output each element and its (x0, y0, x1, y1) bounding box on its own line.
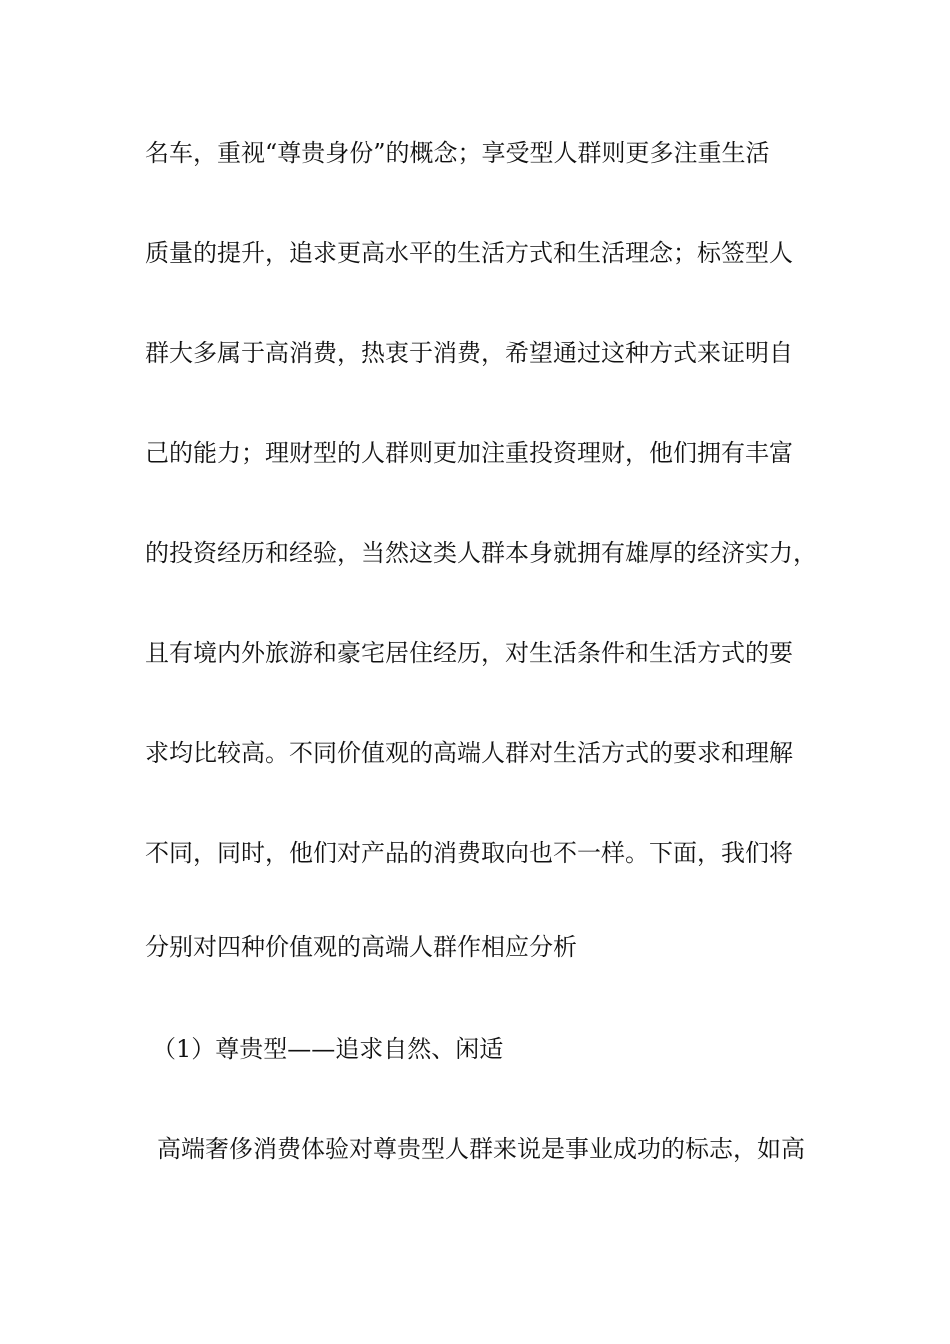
text-line: 不同，同时，他们对产品的消费取向也不一样。下面，我们将 (145, 839, 793, 867)
text-line: 的投资经历和经验，当然这类人群本身就拥有雄厚的经济实力， (145, 539, 817, 567)
paragraph-start-line: 高端奢侈消费体验对尊贵型人群来说是事业成功的标志，如高 (157, 1135, 805, 1163)
text-line: 分别对四种价值观的高端人群作相应分析 (145, 933, 577, 961)
text-line: 质量的提升，追求更高水平的生活方式和生活理念；标签型人 (145, 239, 793, 267)
text-line: 名车，重视“尊贵身份”的概念；享受型人群则更多注重生活 (145, 139, 770, 167)
text-line: 求均比较高。不同价值观的高端人群对生活方式的要求和理解 (145, 739, 793, 767)
text-line: 且有境内外旅游和豪宅居住经历，对生活条件和生活方式的要 (145, 639, 793, 667)
text-line: 己的能力；理财型的人群则更加注重投资理财，他们拥有丰富 (145, 439, 793, 467)
section-heading: （1）尊贵型——追求自然、闲适 (152, 1035, 504, 1063)
text-line: 群大多属于高消费，热衷于消费，希望通过这种方式来证明自 (145, 339, 793, 367)
